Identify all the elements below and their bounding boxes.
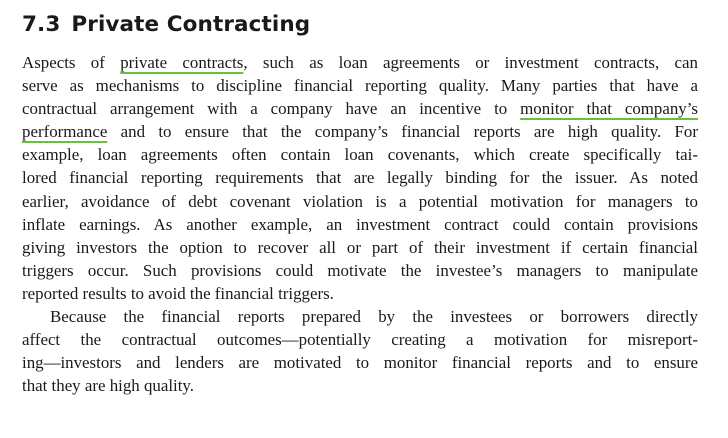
- paragraph-1-line-5: example, loan agreements often contain loan covenants, which create specifically tai-: [22, 145, 698, 165]
- paragraph-1-line-8: inflate earnings. As another example, an investment contract could contain provisions: [22, 214, 698, 234]
- paragraph-2-line-3: ing—investors and lenders are motivated to monitor financial reports and to ensure: [22, 353, 698, 373]
- text-run: contractual arrangement with a company have an incentive to: [22, 99, 521, 119]
- paragraph-2-line-1: Because the financial reports prepared by the investees or borrowers directly: [50, 307, 698, 327]
- paragraph-1-line-10: triggers occur. Such provisions could motivate the investee’s managers to manipulate: [22, 260, 698, 280]
- paragraph-1-line-1: [22, 51, 698, 74]
- section-body: [22, 51, 698, 397]
- paragraph-1-line-7: earlier, avoidance of debt covenant violation is a potential motivation for managers to: [22, 191, 698, 211]
- paragraph-1-line-2: serve as mechanisms to discipline financial reporting quality. Many parties that have a: [22, 76, 698, 96]
- paragraph-1-line-11: reported results to avoid the financial triggers.: [22, 283, 334, 303]
- section-number: 7.3: [22, 12, 61, 37]
- text-run: , such as loan agreements or investment contracts, can: [243, 53, 698, 72]
- section-title: Private Contracting: [71, 12, 311, 37]
- paragraph-1-line-9: giving investors the option to recover all or part of their investment if certain financial: [22, 237, 698, 257]
- text-run: Aspects of: [22, 53, 121, 72]
- section-heading: [22, 12, 310, 38]
- highlighted-phrase-private-contracts[interactable]: private contracts: [120, 53, 244, 72]
- paragraph-2-line-4: that they are high quality.: [22, 376, 194, 396]
- highlighted-phrase-monitor-performance-part-1[interactable]: monitor that company’s: [520, 99, 698, 119]
- text-run: and to ensure that the company’s financial reports are high quality. For: [107, 122, 698, 142]
- paragraph-1-line-6: lored financial reporting requirements that are legally binding for the issuer. As noted: [22, 168, 698, 188]
- highlighted-phrase-monitor-performance-part-2[interactable]: performance: [22, 122, 108, 142]
- paragraph-2-line-2: affect the contractual outcomes—potentially creating a motivation for misreport-: [22, 330, 698, 350]
- paragraph-1-line-3: [22, 97, 698, 120]
- paragraph-1-line-4: [22, 120, 698, 143]
